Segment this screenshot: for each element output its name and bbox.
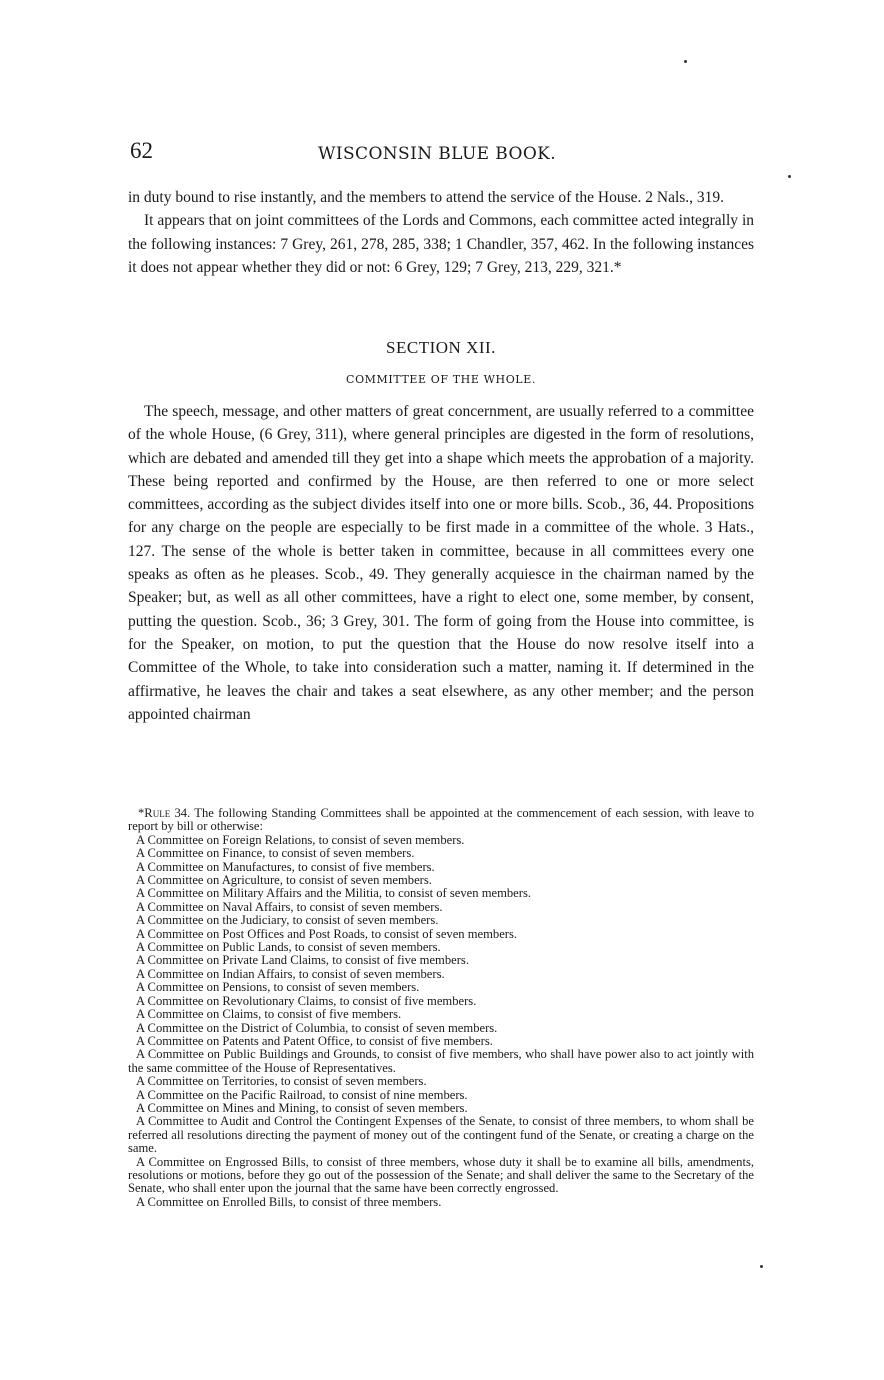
- joint-committees-paragraph: It appears that on joint committees of the Lords and Commons, each committee acted integrally in the following instances: 7 Grey, 261, 278, 285, 338; 1 Chandler, 357, 462. In the following instances it does not appear whether they did or not: 6 Grey, 129; 7 Grey, 213, 229, 321.*: [128, 212, 754, 276]
- running-title: WISCONSIN BLUE BOOK.: [318, 144, 557, 164]
- committee-item: A Committee on Naval Affairs, to consist of seven members.: [136, 899, 443, 914]
- committee-item: A Committee on Finance, to consist of seven members.: [136, 846, 415, 861]
- committee-item: A Committee on Post Offices and Post Roads, to consist of seven members.: [136, 926, 518, 941]
- committee-item: A Committee on Public Buildings and Grounds, to consist of five members, who shall have power also to act jointly with the same committee of the House of Representatives.: [128, 1047, 754, 1075]
- page-number: 62: [130, 138, 153, 163]
- committee-item: A Committee on Pensions, to consist of seven members.: [136, 980, 420, 995]
- section-subtitle: COMMITTEE OF THE WHOLE.: [346, 373, 536, 386]
- committee-item: A Committee on Foreign Relations, to consist of seven members.: [136, 832, 465, 847]
- main-text-block: [128, 400, 754, 726]
- scan-speck: [788, 175, 791, 178]
- committee-item: A Committee on Manufactures, to consist of five members.: [136, 859, 435, 874]
- committee-item: A Committee on Revolutionary Claims, to consist of five members.: [136, 993, 477, 1008]
- committee-item: A Committee on Patents and Patent Office, to consist of five members.: [136, 1033, 493, 1048]
- top-text-block: [128, 186, 754, 279]
- section-title: SECTION XII.: [386, 338, 496, 357]
- rule-label: Rule 34.: [144, 806, 191, 820]
- committee-item: A Committee on Mines and Mining, to consist of seven members.: [136, 1100, 468, 1115]
- scan-speck: [684, 60, 687, 63]
- footnote-intro-text: The following Standing Committees shall be appointed at the commencement of each session, with leave to report by bill or otherwise:: [128, 806, 754, 834]
- committee-item: A Committee on Agriculture, to consist of seven members.: [136, 873, 432, 888]
- continued-paragraph: in duty bound to rise instantly, and the members to attend the service of the House. 2 Nals., 319.: [128, 189, 725, 206]
- committee-item: A Committee to Audit and Control the Contingent Expenses of the Senate, to consist of three members, to whom shall be referred all resolutions directing the payment of money out of the contingent fund of the Senate, or creating a charge on the same.: [128, 1114, 754, 1156]
- committee-item: A Committee on Military Affairs and the Militia, to consist of seven members.: [136, 886, 532, 901]
- committee-item: A Committee on the Pacific Railroad, to consist of nine members.: [136, 1087, 468, 1102]
- committee-item: A Committee on Claims, to consist of five members.: [136, 1007, 402, 1022]
- footnote-marker: *: [138, 806, 145, 820]
- committee-item: A Committee on Enrolled Bills, to consist of three members.: [136, 1194, 442, 1209]
- committee-item: A Committee on the Judiciary, to consist of seven members.: [136, 913, 439, 928]
- committee-list: [128, 834, 754, 1209]
- scan-speck: [760, 1265, 763, 1268]
- committee-item: A Committee on Private Land Claims, to consist of five members.: [136, 953, 469, 968]
- committee-of-whole-paragraph: The speech, message, and other matters of great concernment, are usually referred to a committee of the whole House, (6 Grey, 311), where general principles are digested in the form of resolutions, which are debated and amended till they get into a shape which meets the approbation of a majority. These being reported and confirmed by the House, are then referred to one or more select committees, according as the subject divides itself into one or more bills. Scob., 36, 44. Propositions for any charge on the people are especially to be first made in a committee of the whole. 3 Hats., 127. The sense of the whole is better taken in committee, because in all committees every one speaks as often as he pleases. Scob., 49. They generally acquiesce in the chairman named by the Speaker; but, as well as all other committees, have a right to elect one, some member, by consent, putting the question. Scob., 36; 3 Grey, 301. The form of going from the House into committee, is for the Speaker, on motion, to put the question that the House do now resolve itself into a Committee of the Whole, to take into consideration such a matter, naming it. If determined in the affirmative, he leaves the chair and takes a seat elsewhere, as any other member; and the person appointed chairman: [128, 403, 754, 723]
- committee-item: A Committee on Engrossed Bills, to consist of three members, whose duty it shall be to examine all bills, amendments, resolutions or motions, before they go out of the possession of the Senate; and shall deliver the same to the Secretary of the Senate, who shall enter upon the journal that the same have been correctly engrossed.: [128, 1154, 754, 1196]
- committee-item: A Committee on Public Lands, to consist of seven members.: [136, 940, 441, 955]
- committee-item: A Committee on the District of Columbia, to consist of seven members.: [136, 1020, 498, 1035]
- committee-item: A Committee on Indian Affairs, to consist of seven members.: [136, 966, 445, 981]
- footnote-block: [128, 807, 754, 1209]
- committee-item: A Committee on Territories, to consist of seven members.: [136, 1074, 427, 1089]
- footnote-intro: [128, 807, 754, 834]
